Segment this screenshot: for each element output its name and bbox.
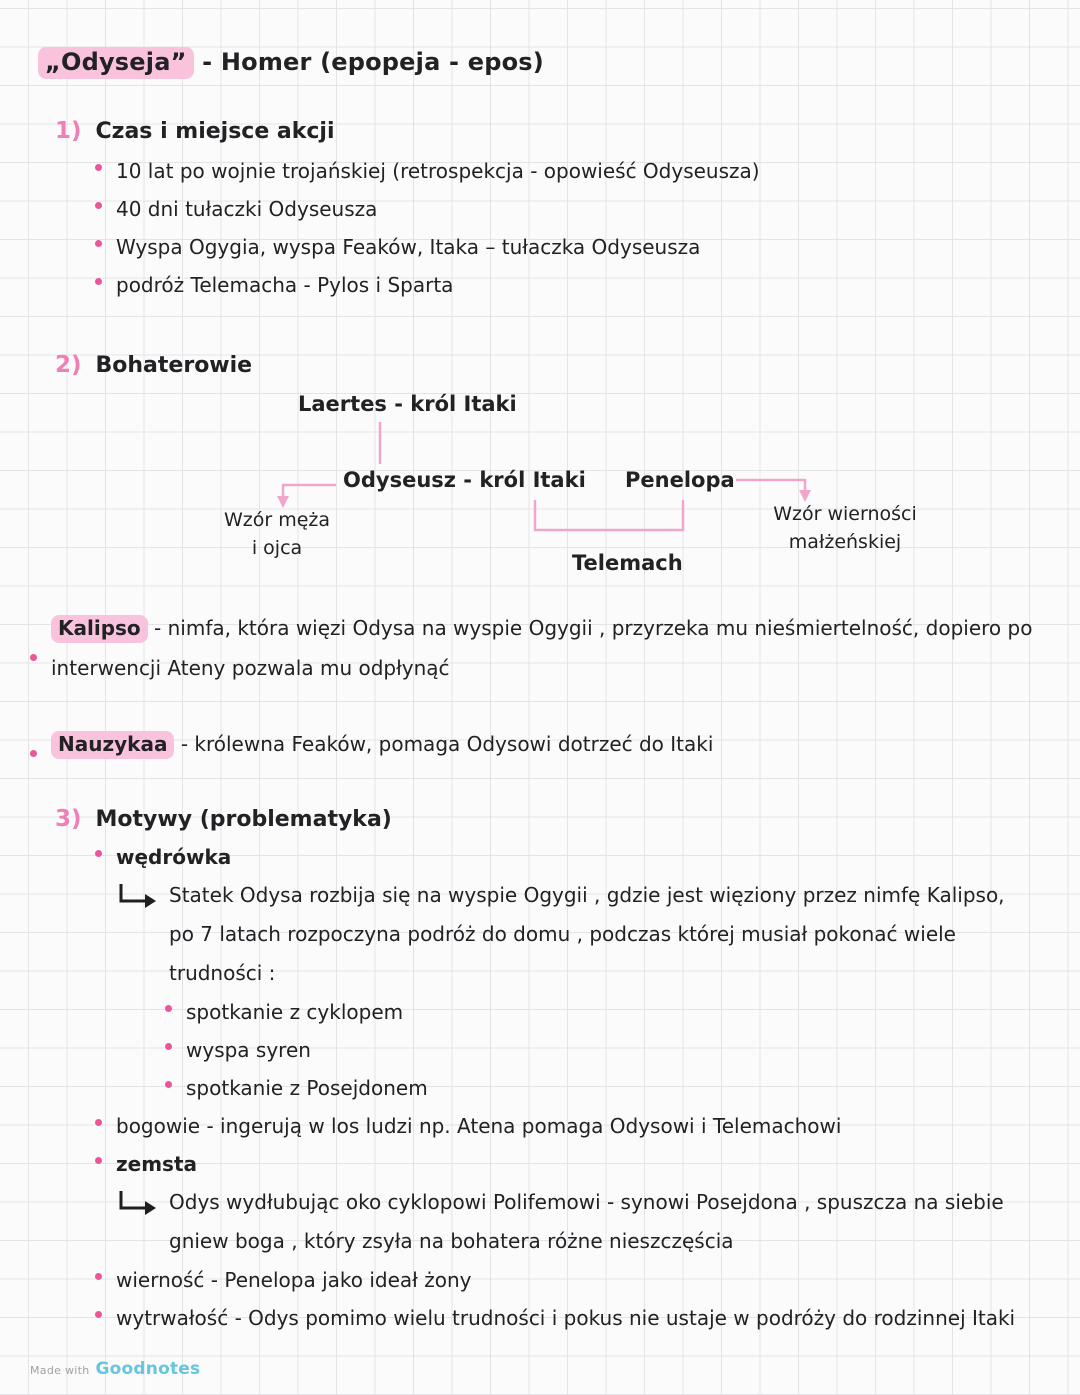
motif-wytrwalosc [95, 1299, 1045, 1337]
section-3-title: Motywy (problematyka) [95, 807, 392, 832]
bullet-text: podróż Telemacha - Pylos i Sparta [116, 273, 454, 297]
bullet-dot-icon [165, 1081, 172, 1088]
section-2-title: Bohaterowie [95, 353, 253, 378]
section-3-list [55, 838, 1045, 876]
kalipso-note [30, 608, 1055, 688]
made-with-label: Made with [30, 1364, 90, 1377]
section-3 [55, 806, 1045, 1337]
tree-note-mother-line2: małżeńskiej [788, 531, 902, 553]
sub-bullet-text: wyspa syren [186, 1038, 311, 1062]
section-1-number: 1) [55, 118, 82, 144]
nauzykaa-text [51, 724, 713, 764]
bullet-dot-icon [30, 750, 37, 757]
bullet-dot-icon [30, 654, 37, 661]
section-1-heading [55, 118, 1035, 144]
list-item [165, 1031, 1045, 1069]
title-rest: - Homer (epopeja - epos) [202, 48, 544, 76]
motif-wedrowka-label: wędrówka [116, 845, 232, 869]
title-highlight: „Odyseja” [38, 47, 194, 79]
tree-node-telemach: Telemach [572, 551, 683, 575]
goodnotes-footer [30, 1359, 200, 1379]
wedrowka-detail [55, 876, 1015, 993]
tree-note-mother-line1: Wzór wierności [773, 503, 917, 525]
bullet-dot-icon [95, 1273, 102, 1280]
bullet-text: Wyspa Ogygia, wyspa Feaków, Itaka – tułaczka Odyseusza [116, 235, 701, 259]
list-item [165, 1069, 1045, 1107]
list-item [95, 266, 1035, 304]
motif-zemsta-label: zemsta [116, 1152, 198, 1176]
bullet-dot-icon [165, 1043, 172, 1050]
section-3-number: 3) [55, 806, 82, 832]
tree-note-father-line2: i ojca [251, 537, 303, 559]
bullet-dot-icon [95, 1157, 102, 1164]
zemsta-detail [55, 1183, 1035, 1261]
family-tree-diagram [0, 388, 1080, 618]
motif-tail-list [55, 1261, 1045, 1337]
bullet-dot-icon [95, 1119, 102, 1126]
section-2-heading [55, 352, 252, 378]
section-1-title: Czas i miejsce akcji [95, 119, 335, 144]
motif-bogowie [95, 1107, 1045, 1145]
motif-wiernosc-text: wierność - Penelopa jako ideał żony [116, 1268, 472, 1292]
section-1-bullets [55, 152, 1035, 304]
page-title [38, 48, 544, 76]
motif-wedrowka [95, 838, 1045, 876]
bullet-dot-icon [95, 850, 102, 857]
tree-node-laertes: Laertes - król Itaki [298, 392, 517, 416]
nauzykaa-note [30, 724, 1055, 764]
kalipso-body: - nimfa, która więzi Odysa na wyspie Ogygii , przyrzeka mu nieśmiertelność, dopiero po interwencji Ateny pozwala mu odpłynąć [51, 616, 1033, 680]
bullet-dot-icon [165, 1005, 172, 1012]
kalipso-highlight: Kalipso [51, 615, 148, 643]
list-item [95, 228, 1035, 266]
zemsta-detail-text: Odys wydłubując oko cyklopowi Polifemowi - synowi Posejdona , spuszcza na siebie gniew boga , który zsyła na bohatera różne nieszczęścia [169, 1190, 1004, 1253]
sub-bullet-text: spotkanie z Posejdonem [186, 1076, 428, 1100]
bullet-text: 10 lat po wojnie trojańskiej (retrospekcja - opowieść Odyseusza) [116, 159, 760, 183]
motif-wiernosc [95, 1261, 1045, 1299]
arrow-hook-icon [117, 884, 157, 910]
tree-note-mother [755, 500, 935, 556]
tree-node-penelopa: Penelopa [625, 468, 735, 492]
arrow-hook-icon [117, 1191, 157, 1217]
wedrowka-sub-list [55, 993, 1045, 1107]
kalipso-text [51, 608, 1055, 688]
bullet-text: 40 dni tułaczki Odyseusza [116, 197, 378, 221]
bullet-dot-icon [95, 278, 102, 285]
bullet-dot-icon [95, 202, 102, 209]
bullet-dot-icon [95, 240, 102, 247]
list-item [95, 152, 1035, 190]
section-1 [55, 118, 1035, 304]
tree-note-father-line1: Wzór męża [223, 509, 331, 531]
motif-wytrwalosc-text: wytrwałość - Odys pomimo wielu trudności i pokus nie ustaje w podróży do rodzinnej Itaki [116, 1306, 1016, 1330]
sub-bullet-text: spotkanie z cyklopem [186, 1000, 404, 1024]
bullet-dot-icon [95, 1311, 102, 1318]
wedrowka-detail-text: Statek Odysa rozbija się na wyspie Ogygii , gdzie jest więziony przez nimfę Kalipso, po 7 latach rozpoczyna podróż do domu , podczas której musiał pokonać wiele trudności : [169, 883, 1005, 985]
list-item [165, 993, 1045, 1031]
motif-zemsta [95, 1145, 1045, 1183]
list-item [95, 190, 1035, 228]
tree-node-odyseusz: Odyseusz - król Itaki [343, 468, 586, 492]
bullet-dot-icon [95, 164, 102, 171]
motif-bogowie-text: bogowie - ingerują w los ludzi np. Atena pomaga Odysowi i Telemachowi [116, 1114, 842, 1138]
goodnotes-logo: Goodnotes [95, 1359, 201, 1379]
tree-note-father [212, 506, 342, 562]
motif-bogowie-list [55, 1107, 1045, 1183]
section-3-heading [55, 806, 1045, 832]
section-2-number: 2) [55, 352, 82, 378]
nauzykaa-highlight: Nauzykaa [51, 731, 174, 759]
nauzykaa-body: - królewna Feaków, pomaga Odysowi dotrzeć do Itaki [180, 732, 714, 756]
